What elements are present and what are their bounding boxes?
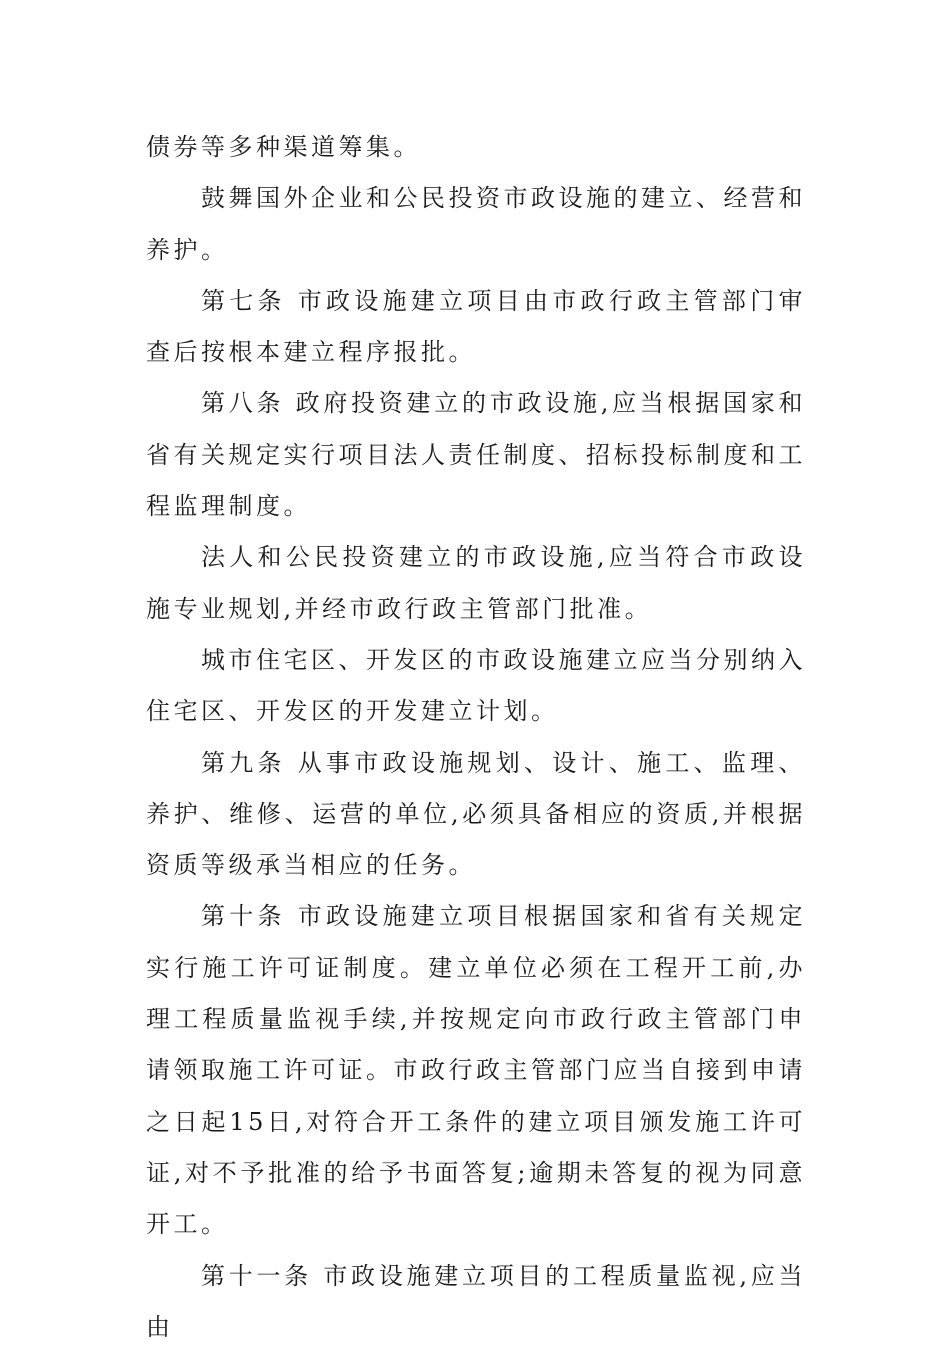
paragraph-article-9: 第九条 从事市政设施规划、设计、施工、监理、养护、维修、运营的单位,必须具备相应的资质,并根据资质等级承当相应的任务。 <box>146 748 806 880</box>
paragraph-1: 债券等多种渠道筹集。 <box>146 133 421 161</box>
paragraph-article-7: 第七条 市政设施建立项目由市政行政主管部门审查后按根本建立程序报批。 <box>146 286 806 367</box>
paragraph-article-8: 第八条 政府投资建立的市政设施,应当根据国家和省有关规定实行项目法人责任制度、招标投标制度和工程监理制度。 <box>146 389 806 521</box>
paragraph-6: 城市住宅区、开发区的市政设施建立应当分别纳入住宅区、开发区的开发建立计划。 <box>146 645 806 726</box>
paragraph-2: 鼓舞国外企业和公民投资市政设施的建立、经营和养护。 <box>146 184 806 264</box>
paragraph-article-11: 第十一条 市政设施建立项目的工程质量监视,应当由 <box>146 1261 806 1341</box>
paragraph-article-10: 第十条 市政设施建立项目根据国家和省有关规定实行施工许可证制度。建立单位必须在工程开工前,办理工程质量监视手续,并按规定向市政行政主管部门申请领取施工许可证。市政行政主管部门应当自接到申请之日起15日,对符合开工条件的建立项目颁发施工许可证,对不予批准的给予书面答复;逾期未答复的视为同意开工。 <box>146 902 806 1239</box>
paragraph-5: 法人和公民投资建立的市政设施,应当符合市政设施专业规划,并经市政行政主管部门批准。 <box>146 543 806 623</box>
document-body <box>146 122 806 1353</box>
